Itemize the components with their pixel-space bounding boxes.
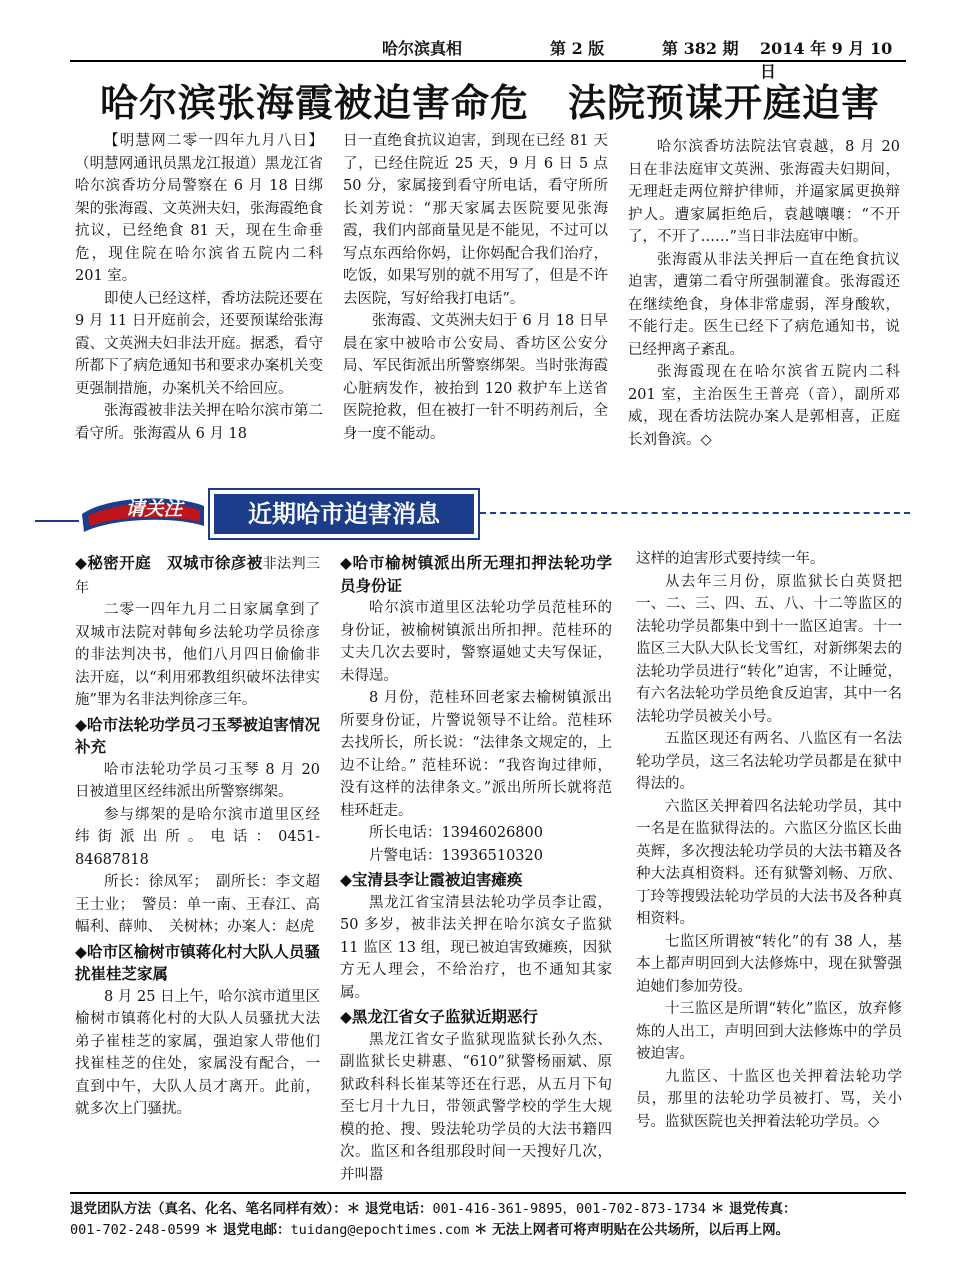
masthead — [70, 30, 906, 81]
news-col1 — [75, 550, 335, 1121]
paragraph: 日一直绝食抗议迫害，到现在已经 81 天了，已经住院近 25 天，9 月 6 日 5 点 50 分，家属接到看守所电话，看守所所长刘芳说：“那天家属去医院要见张海霞，我们内部商量见是不能见，不过可以写点东西给你妈，让你妈配合我们治疗，吃饭，如果写别的就不用写了，但是不许去医院，写好给我打电话”。 — [343, 133, 608, 307]
issue-number: 第 382 期 — [662, 39, 739, 58]
top-article-col3 — [628, 136, 900, 451]
paragraph: 七监区所谓被“转化”的有 38 人，基本上都声明回到大法修炼中，现在狱警强迫她们参加劳役。 — [636, 933, 902, 995]
paragraph: 张海霞从非法关押后一直在绝食抗议迫害，遭第二看守所强制灌食。张海霞还在继续绝食，身体非常虚弱，浑身酸软，不能行走。医生已经下了病危通知书，说已经押离子紊乱。 — [628, 251, 900, 358]
quit-party-phone: 001-416-361-9895，001-702-873-1734 — [432, 1201, 707, 1217]
phone-line: 片警电话：13936510320 — [369, 847, 543, 864]
paragraph: 六监区关押着四名法轮功学员，其中一名是在监狱得法的。六监区分监区长曲英辉，多次搜法轮功学员的大法书籍及各种大法真相资料。还有狱警刘畅、万欣、丁玲等搜毁法轮功学员的大法书及各种真相资料。 — [636, 798, 902, 927]
top-article-col2 — [343, 130, 608, 445]
top-article-col1 — [75, 130, 323, 445]
news-col2 — [340, 550, 612, 1186]
phone-line: 所长电话：13946026800 — [369, 825, 543, 841]
section-title-box — [208, 488, 480, 540]
news-headline: ◆哈市法轮功学员刁玉琴被迫害情况补充 — [75, 715, 320, 756]
news-headline: ◆黑龙江省女子监狱近期恶行 — [340, 1008, 538, 1026]
paragraph: 所长：徐凤军； 副所长：李文超 王士业； 警员：单一南、王春江、高幅利、薛帅、 关树林；办案人：赵虎 — [75, 874, 335, 935]
paragraph: 8 月份，范桂环回老家去榆树镇派出所要身份证，片警说领导不让给。范桂环去找所长，所长说：“法律条文规定的，上边不让给。” 范桂环说：“我咨询过律师，没有这样的法律条文。”派出所所长就将范桂环赶走。 — [340, 690, 612, 819]
paragraph: 黑龙江省宝清县法轮功学员李让霞，50 多岁，被非法关押在哈尔滨女子监狱 11 监区 13 组，现已被迫害致瘫痪，因狱方无人理会，不给治疗，也不通知其家属。 — [340, 894, 612, 1001]
paragraph: 【明慧网二零一四年九月八日】（明慧网通讯员黑龙江报道）黑龙江省哈尔滨香坊分局警察在 6 月 18 日绑架的张海霞、文英洲夫妇，张海霞绝食抗议，已经绝食 81 天，现在生命垂危，现住院在哈尔滨省五院内二科 201 室。 — [75, 133, 323, 284]
paragraph: 二零一四年九月二日家属拿到了双城市法院对韩甸乡法轮功学员徐彦的非法判决书，他们八月四日偷偷非法开庭，以“利用邪教组织破坏法律实施”罪为名非法判徐彦三年。 — [75, 602, 320, 708]
page-headline: 哈尔滨张海霞被迫害命危 法院预谋开庭迫害 — [99, 80, 880, 125]
quit-party-email: tuidang@epochtimes.com — [290, 1222, 470, 1238]
footer-rule — [70, 1192, 906, 1194]
paragraph: 参与绑架的是哈尔滨市道里区经纬街派出所。电话：0451-84687818 — [75, 806, 320, 868]
news-headline: ◆哈市榆树镇派出所无理扣押法轮功学员身份证 — [340, 554, 612, 595]
paragraph: 五监区现还有两名、八监区有一名法轮功学员，这三名法轮功学员都是在狱中得法的。 — [636, 731, 902, 792]
paragraph: 黑龙江省女子监狱现监狱长孙久杰、副监狱长史耕惠、“610”狱警杨丽斌、原狱政科科长崔某等还在行恶，从五月下旬至七月十九日，带领武警学校的学生大规模的抢、搜、毁法轮功学员的大法书籍四次。监区和各组那段时间一天搜好几次，并叫嚣 — [340, 1031, 612, 1183]
paragraph: 从去年三月份，原监狱长白英贤把一、二、三、四、五、八、十二等监区的法轮功学员都集中到十一监区迫害。十一监区三大队大队长戈雪红，对新绑架去的法轮功学员进行“转化”迫害，不让睡觉，有六名法轮功学员绝食反迫害，其中一名法轮功学员被关小号。 — [636, 573, 902, 725]
paragraph: 哈尔滨香坊法院法官袁越，8 月 20 日在非法庭审文英洲、张海霞夫妇期间，无理赶走两位辩护律师，并逼家属更换辩护人。遭家属拒绝后，袁越嚷嚷：“不开了，不开了……”当日非法庭审中断。 — [628, 139, 900, 245]
issue-date: 2014 年 9 月 10 日 — [760, 39, 893, 81]
paper-name: 哈尔滨真相 — [382, 39, 463, 58]
paragraph: 哈市法轮功学员刁玉琴 8 月 20 日被道里区经纬派出所警察绑架。 — [75, 761, 320, 800]
paragraph: 8 月 25 日上午，哈尔滨市道里区榆树市镇蒋化村的大队人员骚扰大法弟子崔桂芝的家属，强迫家人带他们找崔桂芝的住处，家属没有配合，一直到中午，大队人员才离开。此前，就多次上门骚扰。 — [75, 988, 320, 1117]
section-divider-right — [480, 512, 910, 518]
footer-line-2: 001-702-248-0599 ＊ 退党电邮：tuidang@epochtimes.com ＊ 无法上网者可将声明贴在公共场所，以后再上网。 — [70, 1222, 790, 1238]
news-headline: ◆宝清县李让霞被迫害瘫痪 — [340, 871, 523, 889]
paragraph: 这样的迫害形式要持续一年。 — [636, 551, 825, 567]
paragraph: 即使人已经这样，香坊法院还要在 9 月 11 日开庭前会，还要预谋给张海霞、文英洲夫妇非法开庭。据悉，看守所都下了病危通知书和要求办案机关变更强制措施，办案机关不给回应。 — [75, 290, 323, 397]
paragraph: 哈尔滨市道里区法轮功学员范桂环的身份证，被榆树镇派出所扣押。范桂环的丈夫几次去要时，警察逼她丈夫写保证，未得逞。 — [340, 600, 612, 684]
news-headline: ◆秘密开庭 双城市徐彦被非法判三年 — [75, 554, 321, 596]
footer-line-1: 退党团队方法（真名、化名、笔名同样有效）：＊ 退党电话：001-416-361-9895，001-702-873-1734 ＊ 退党传真： — [70, 1201, 797, 1217]
paragraph: 张海霞被非法关押在哈尔滨市第二看守所。张海霞从 6 月 18 — [75, 403, 323, 442]
paragraph: 九监区、十监区也关押着法轮功学员，那里的法轮功学员被打、骂，关小号。监狱医院也关押着法轮功学员。◇ — [636, 1068, 902, 1130]
paragraph: 张海霞、文英洲夫妇于 6 月 18 日早晨在家中被哈市公安局、香坊区公安分局、军民街派出所警察绑架。当时张海霞心脏病发作，被抬到 120 救护车上送省医院抢救，但在被打一针不明药剂后，全身一度不能动。 — [343, 313, 608, 442]
quit-party-fax: 001-702-248-0599 — [70, 1222, 201, 1238]
section-title: 近期哈市迫害消息 — [214, 494, 474, 534]
news-headline: ◆哈市区榆树市镇蒋化村大队人员骚扰崔桂芝家属 — [75, 942, 320, 983]
news-col3 — [636, 548, 902, 1133]
paragraph: 张海霞现在在哈尔滨省五院内二科 201 室，主治医生王普亮（音），副所邓威，现在香坊法院办案人是郭相喜，正庭长刘鲁滨。◇ — [628, 364, 900, 448]
masthead-rule — [70, 60, 906, 62]
page-number: 第 2 版 — [550, 39, 605, 58]
section-divider-left — [35, 520, 79, 522]
section-badge-label: 请关注 — [125, 498, 183, 520]
footer — [70, 1199, 906, 1241]
paragraph: 十三监区是所谓“转化”监区，放弃修炼的人出工，声明回到大法修炼中的学员被迫害。 — [636, 1001, 902, 1062]
